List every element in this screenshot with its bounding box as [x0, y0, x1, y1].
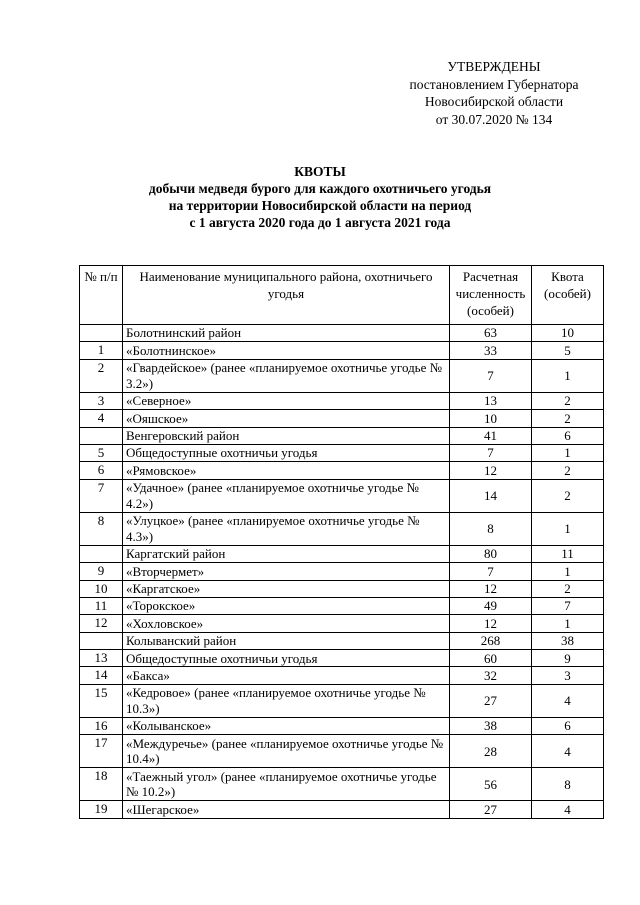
row-quota: 5 [532, 342, 604, 359]
row-population: 7 [450, 359, 532, 392]
approval-authority: постановлением Губернатора [409, 76, 579, 92]
table-row [80, 684, 604, 717]
row-population: 56 [450, 768, 532, 801]
table-header-row [80, 266, 604, 325]
row-number: 11 [80, 597, 123, 614]
header-num: № п/п [80, 266, 123, 325]
row-number [80, 427, 123, 444]
row-number [80, 545, 123, 562]
row-quota: 4 [532, 801, 604, 818]
row-population: 14 [450, 479, 532, 512]
row-name: Колыванский район [123, 632, 450, 649]
row-population: 12 [450, 462, 532, 479]
row-population: 10 [450, 410, 532, 427]
row-population: 27 [450, 684, 532, 717]
row-name: «Северное» [123, 392, 450, 409]
row-quota: 8 [532, 768, 604, 801]
row-number: 9 [80, 563, 123, 580]
row-name: Болотнинский район [123, 325, 450, 342]
row-quota: 3 [532, 667, 604, 684]
row-quota: 1 [532, 563, 604, 580]
row-quota: 2 [532, 462, 604, 479]
row-quota: 11 [532, 545, 604, 562]
table-row [80, 801, 604, 818]
row-name: «Ояшское» [123, 410, 450, 427]
table-row [80, 580, 604, 597]
table-row [80, 444, 604, 461]
table-row [80, 410, 604, 427]
row-population: 63 [450, 325, 532, 342]
table-row [80, 392, 604, 409]
row-name: Общедоступные охотничьи угодья [123, 650, 450, 667]
row-number: 15 [80, 684, 123, 717]
title-line-4: с 1 августа 2020 года до 1 августа 2021 года [189, 215, 451, 230]
row-population: 7 [450, 444, 532, 461]
row-quota: 4 [532, 684, 604, 717]
row-number: 3 [80, 392, 123, 409]
district-row [80, 325, 604, 342]
table-row [80, 615, 604, 632]
table-row [80, 735, 604, 768]
row-name: «Улуцкое» (ранее «планируемое охотничье угодье № 4.3») [123, 512, 450, 545]
row-quota: 6 [532, 427, 604, 444]
row-name: «Торокское» [123, 597, 450, 614]
row-population: 27 [450, 801, 532, 818]
row-name: «Каргатское» [123, 580, 450, 597]
row-quota: 1 [532, 444, 604, 461]
row-number: 6 [80, 462, 123, 479]
table-row [80, 342, 604, 359]
row-population: 8 [450, 512, 532, 545]
row-quota: 7 [532, 597, 604, 614]
district-row [80, 545, 604, 562]
row-number [80, 325, 123, 342]
district-row [80, 427, 604, 444]
table-body [80, 325, 604, 819]
row-quota: 1 [532, 512, 604, 545]
title-main: КВОТЫ [294, 164, 346, 179]
district-row [80, 632, 604, 649]
table-row [80, 479, 604, 512]
header-quota: Квота (особей) [532, 266, 604, 325]
row-name: «Болотнинское» [123, 342, 450, 359]
row-number: 10 [80, 580, 123, 597]
header-name: Наименование муниципального района, охотничьего угодья [123, 266, 450, 325]
row-population: 32 [450, 667, 532, 684]
row-name: «Таежный угол» (ранее «планируемое охотничье угодье № 10.2») [123, 768, 450, 801]
approval-status: УТВЕРЖДЕНЫ [447, 59, 541, 74]
table-row [80, 667, 604, 684]
row-quota: 9 [532, 650, 604, 667]
row-number [80, 632, 123, 649]
row-name: «Вторчермет» [123, 563, 450, 580]
row-population: 7 [450, 563, 532, 580]
row-name: «Хохловское» [123, 615, 450, 632]
row-number: 8 [80, 512, 123, 545]
row-quota: 4 [532, 735, 604, 768]
row-name: «Шегарское» [123, 801, 450, 818]
table-row [80, 462, 604, 479]
table-row [80, 512, 604, 545]
row-name: «Кедровое» (ранее «планируемое охотничье угодье № 10.3») [123, 684, 450, 717]
row-number: 13 [80, 650, 123, 667]
row-population: 13 [450, 392, 532, 409]
row-quota: 2 [532, 410, 604, 427]
row-population: 28 [450, 735, 532, 768]
row-name: Каргатский район [123, 545, 450, 562]
row-quota: 1 [532, 359, 604, 392]
row-name: «Гвардейское» (ранее «планируемое охотничье угодье № 3.2») [123, 359, 450, 392]
row-number: 14 [80, 667, 123, 684]
table-row [80, 359, 604, 392]
row-number: 7 [80, 479, 123, 512]
approval-region: Новосибирской области [424, 94, 564, 109]
row-quota: 38 [532, 632, 604, 649]
row-number: 19 [80, 801, 123, 818]
table-row [80, 650, 604, 667]
row-name: «Колыванское» [123, 717, 450, 734]
approval-block [396, 58, 592, 128]
row-population: 12 [450, 580, 532, 597]
row-quota: 2 [532, 580, 604, 597]
table-row [80, 563, 604, 580]
approval-date-number: от 30.07.2020 № 134 [435, 111, 553, 127]
table-row [80, 717, 604, 734]
row-quota: 1 [532, 615, 604, 632]
title-line-3: на территории Новосибирской области на период [168, 198, 472, 213]
row-population: 268 [450, 632, 532, 649]
header-population: Расчетная численность (особей) [450, 266, 532, 325]
row-population: 80 [450, 545, 532, 562]
row-name: Общедоступные охотничьи угодья [123, 444, 450, 461]
row-name: «Рямовское» [123, 462, 450, 479]
document-title [90, 163, 550, 231]
row-population: 49 [450, 597, 532, 614]
row-number: 1 [80, 342, 123, 359]
row-population: 33 [450, 342, 532, 359]
table-row [80, 768, 604, 801]
row-number: 17 [80, 735, 123, 768]
row-number: 16 [80, 717, 123, 734]
row-number: 12 [80, 615, 123, 632]
row-number: 2 [80, 359, 123, 392]
row-quota: 2 [532, 479, 604, 512]
quota-table [79, 265, 604, 819]
row-number: 4 [80, 410, 123, 427]
row-name: «Междуречье» (ранее «планируемое охотничье угодье № 10.4») [123, 735, 450, 768]
row-number: 5 [80, 444, 123, 461]
row-population: 60 [450, 650, 532, 667]
row-name: Венгеровский район [123, 427, 450, 444]
row-quota: 2 [532, 392, 604, 409]
table-row [80, 597, 604, 614]
row-quota: 6 [532, 717, 604, 734]
row-name: «Бакса» [123, 667, 450, 684]
row-number: 18 [80, 768, 123, 801]
title-line-2: добычи медведя бурого для каждого охотничьего угодья [148, 181, 492, 196]
row-population: 38 [450, 717, 532, 734]
row-population: 12 [450, 615, 532, 632]
row-quota: 10 [532, 325, 604, 342]
row-population: 41 [450, 427, 532, 444]
row-name: «Удачное» (ранее «планируемое охотничье угодье № 4.2») [123, 479, 450, 512]
